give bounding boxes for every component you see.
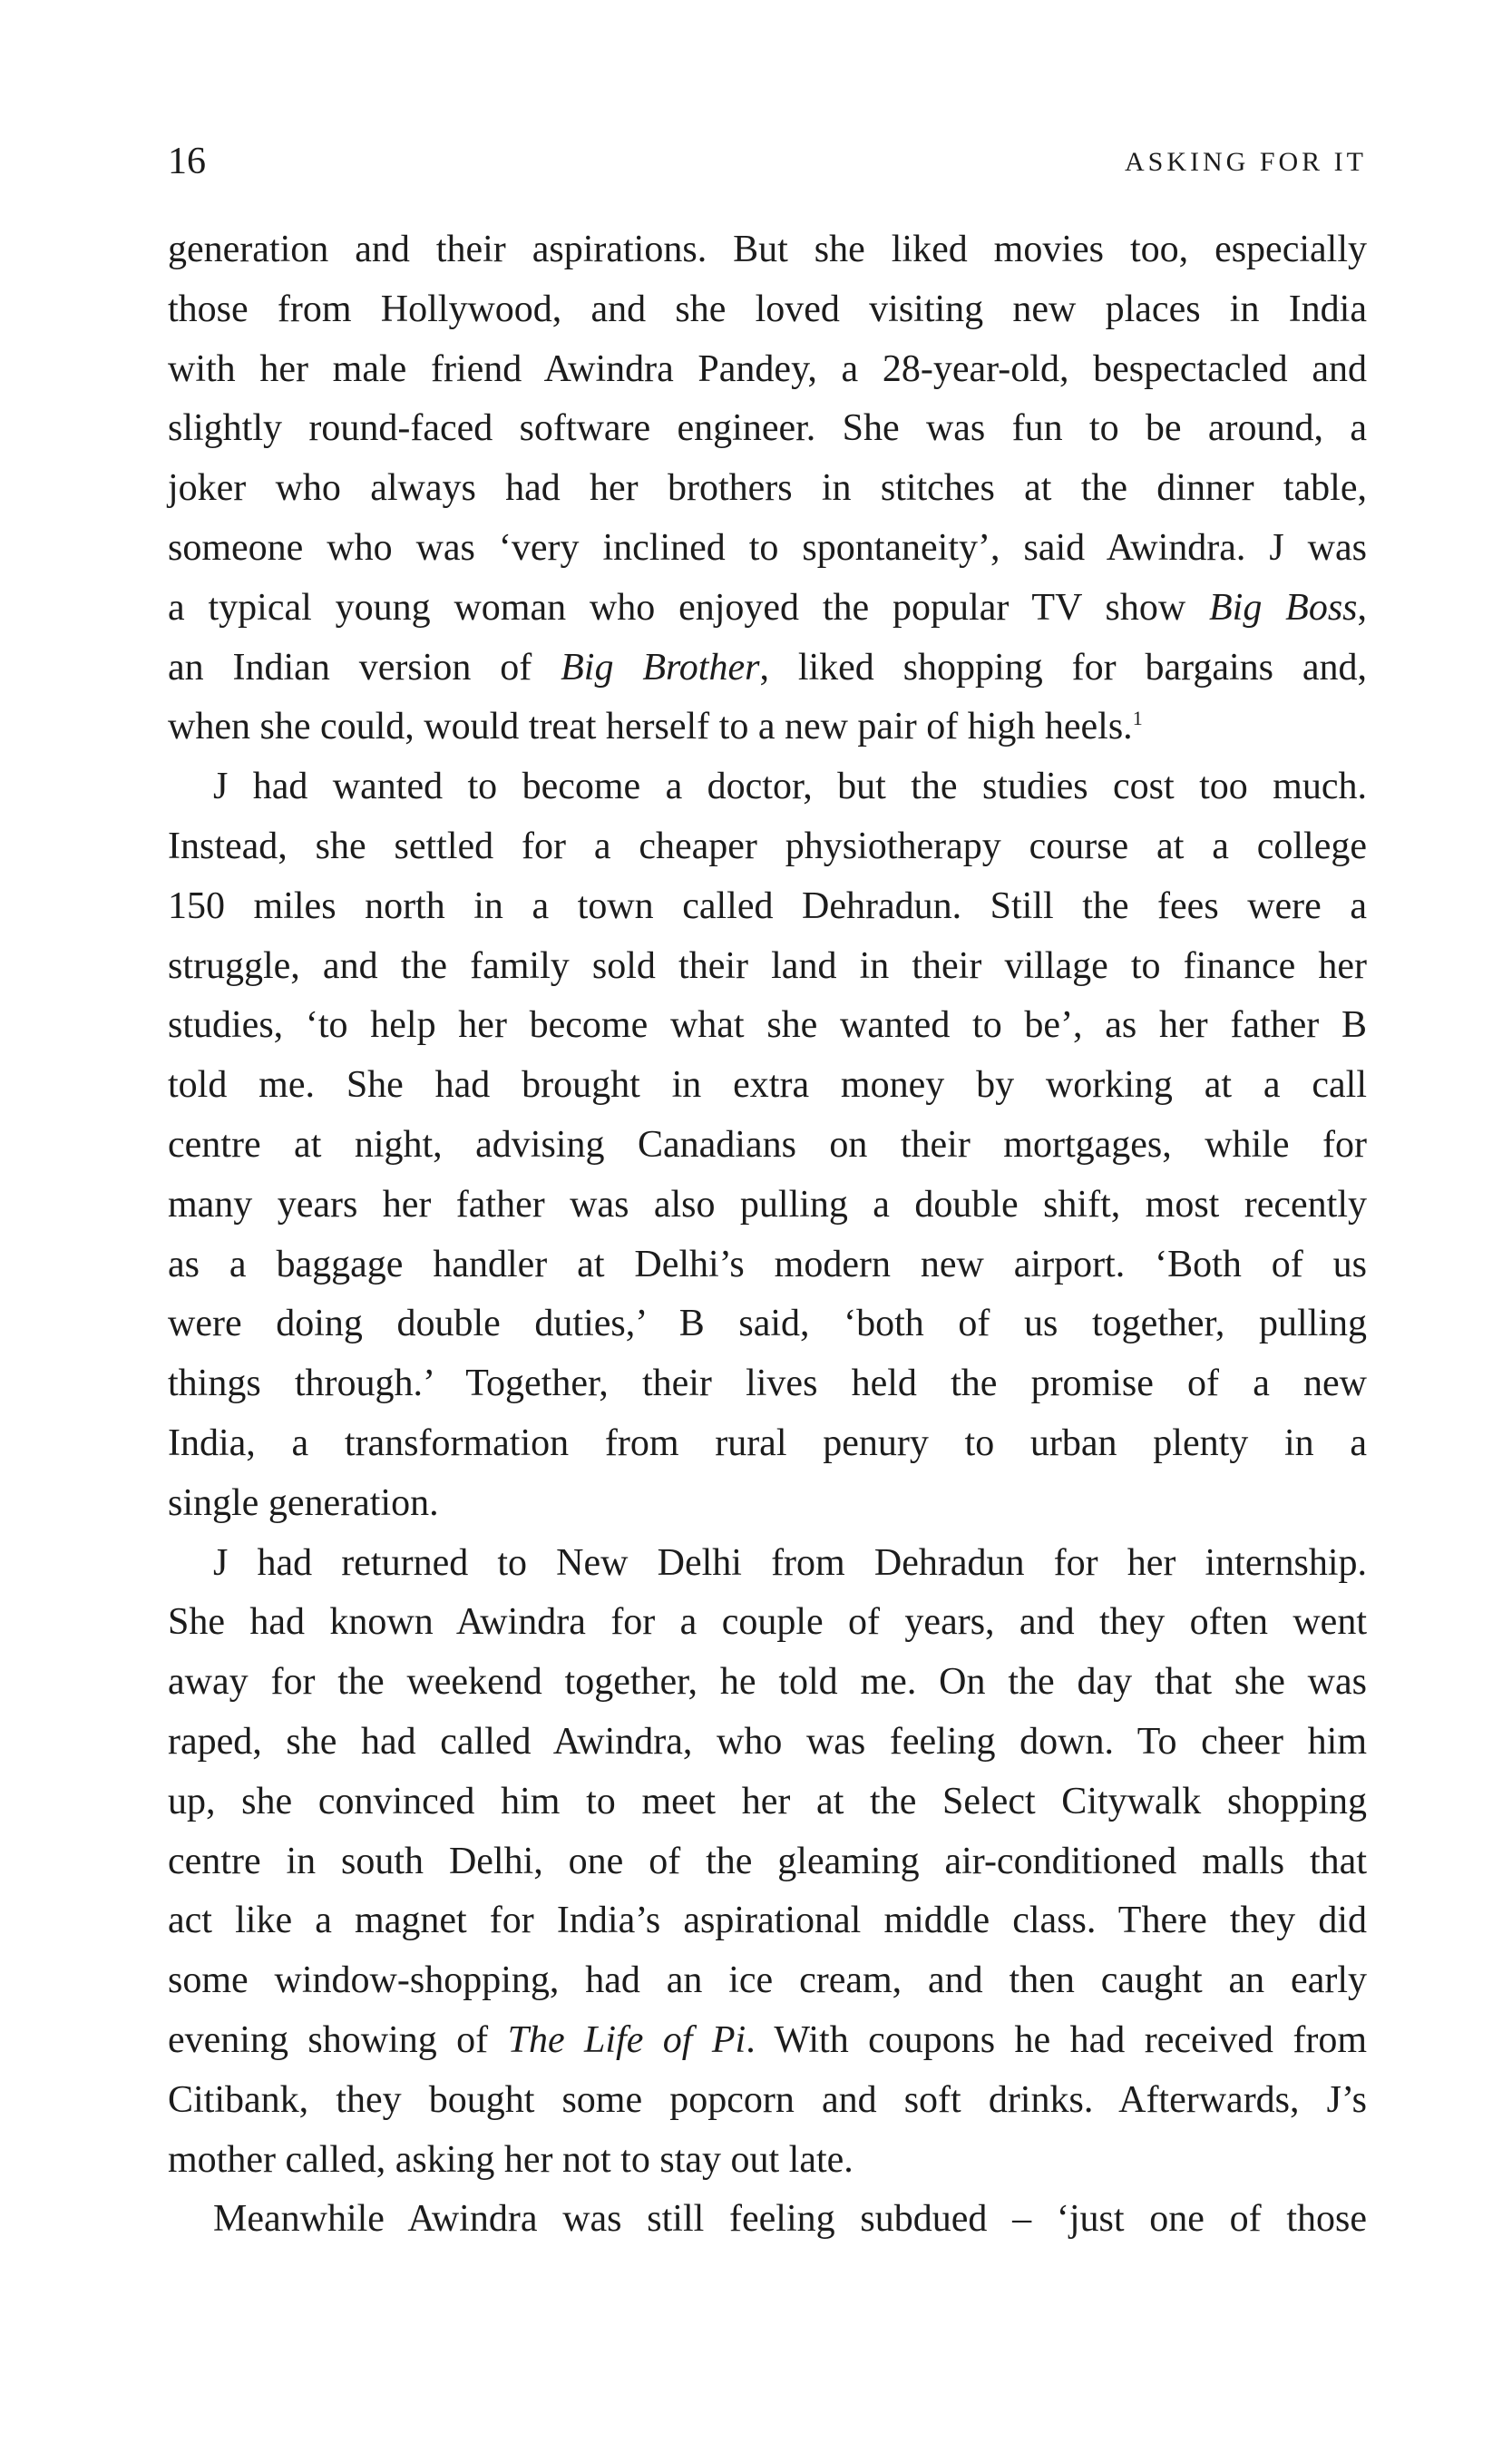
text-segment: things through.’ Together, their lives held the promise of a new bbox=[168, 1363, 1367, 1405]
text-segment: J had wanted to become a doctor, but the studies cost too much. bbox=[213, 766, 1367, 808]
text-line bbox=[168, 996, 1367, 1056]
text-line bbox=[168, 1653, 1367, 1713]
text-segment: generation and their aspirations. But she liked movies too, especially bbox=[168, 229, 1367, 270]
text-line bbox=[168, 1474, 1367, 1534]
text-segment: a typical young woman who enjoyed the popular TV show bbox=[168, 586, 1209, 629]
text-segment: were doing double duties,’ B said, ‘both of us together, pulling bbox=[168, 1303, 1367, 1345]
text-segment: centre at night, advising Canadians on their mortgages, while for bbox=[168, 1123, 1367, 1166]
text-line bbox=[168, 1534, 1367, 1594]
footnote-marker: 1 bbox=[1132, 707, 1143, 730]
text-line bbox=[168, 1056, 1367, 1116]
text-segment: when she could, would treat herself to a new pair of high heels. bbox=[168, 706, 1133, 748]
text-segment: away for the weekend together, he told me. On the day that she was bbox=[168, 1661, 1367, 1704]
text-segment: struggle, and the family sold their land in their village to finance her bbox=[168, 944, 1367, 987]
page-number: 16 bbox=[168, 141, 206, 182]
text-line bbox=[168, 1414, 1367, 1474]
text-segment: single generation. bbox=[168, 1481, 439, 1524]
text-segment: many years her father was also pulling a double shift, most recently bbox=[168, 1183, 1367, 1226]
text-segment: as a baggage handler at Delhi’s modern new airport. ‘Both of us bbox=[168, 1243, 1367, 1285]
text-line bbox=[168, 1773, 1367, 1832]
text-line bbox=[168, 1295, 1367, 1354]
text-segment: slightly round-faced software engineer. She was fun to be around, a bbox=[168, 407, 1367, 450]
text-segment: She had known Awindra for a couple of years, and they often went bbox=[168, 1601, 1367, 1644]
text-segment: centre in south Delhi, one of the gleaming air-conditioned malls that bbox=[168, 1840, 1367, 1882]
text-segment: up, she convinced him to meet her at the Select Citywalk shopping bbox=[168, 1780, 1367, 1822]
text-line bbox=[168, 1116, 1367, 1176]
text-line bbox=[168, 399, 1367, 459]
text-segment: Instead, she settled for a cheaper physiotherapy course at a college bbox=[168, 825, 1367, 867]
text-line bbox=[168, 519, 1367, 579]
text-segment: with her male friend Awindra Pandey, a 28-year-old, bespectacled and bbox=[168, 347, 1367, 390]
text-line bbox=[168, 698, 1367, 757]
text-segment: act like a magnet for India’s aspirational middle class. There they did bbox=[168, 1900, 1367, 1942]
text-segment: an Indian version of bbox=[168, 646, 561, 689]
text-line bbox=[168, 639, 1367, 699]
text-line bbox=[168, 280, 1367, 340]
text-line bbox=[168, 2190, 1367, 2250]
text-line bbox=[168, 877, 1367, 937]
text-line bbox=[168, 1354, 1367, 1414]
text-line bbox=[168, 757, 1367, 817]
text-line bbox=[168, 1593, 1367, 1653]
text-segment: some window-shopping, had an ice cream, and then caught an early bbox=[168, 1959, 1367, 2002]
text-segment: J had returned to New Delhi from Dehradun for her internship. bbox=[213, 1541, 1367, 1584]
text-line bbox=[168, 2011, 1367, 2071]
running-title: ASKING FOR IT bbox=[1124, 147, 1367, 177]
text-segment: studies, ‘to help her become what she wanted to be’, as her father B bbox=[168, 1004, 1367, 1047]
text-segment: Meanwhile Awindra was still feeling subdued – ‘just one of those bbox=[213, 2198, 1367, 2241]
text-line bbox=[168, 1176, 1367, 1236]
text-line bbox=[168, 817, 1367, 877]
running-head bbox=[168, 134, 1367, 189]
text-segment: . With coupons he had received from bbox=[746, 2018, 1368, 2061]
text-line bbox=[168, 579, 1367, 639]
text-segment: someone who was ‘very inclined to spontaneity’, said Awindra. J was bbox=[168, 526, 1367, 569]
text-segment: mother called, asking her not to stay out late. bbox=[168, 2138, 854, 2181]
text-segment: 150 miles north in a town called Dehradun. Still the fees were a bbox=[168, 884, 1367, 927]
text-line bbox=[168, 459, 1367, 519]
text-line bbox=[168, 2131, 1367, 2191]
text-segment: , liked shopping for bargains and, bbox=[759, 646, 1367, 689]
text-line bbox=[168, 1832, 1367, 1892]
text-line bbox=[168, 340, 1367, 400]
text-line bbox=[168, 220, 1367, 280]
text-segment: raped, she had called Awindra, who was feeling down. To cheer him bbox=[168, 1720, 1367, 1763]
text-line bbox=[168, 1236, 1367, 1295]
text-segment: India, a transformation from rural penury to urban plenty in a bbox=[168, 1422, 1367, 1464]
italic-title: Big Brother bbox=[561, 646, 760, 689]
text-line bbox=[168, 937, 1367, 997]
italic-title: The Life of Pi bbox=[507, 2018, 746, 2061]
text-segment: , bbox=[1357, 586, 1368, 629]
body-text bbox=[168, 220, 1367, 2250]
text-line bbox=[168, 1891, 1367, 1951]
text-segment: Citibank, they bought some popcorn and soft drinks. Afterwards, J’s bbox=[168, 2078, 1367, 2121]
text-line bbox=[168, 1951, 1367, 2011]
text-segment: those from Hollywood, and she loved visiting new places in India bbox=[168, 288, 1367, 330]
text-segment: evening showing of bbox=[168, 2018, 508, 2061]
text-segment: joker who always had her brothers in stitches at the dinner table, bbox=[168, 467, 1367, 510]
text-segment: told me. She had brought in extra money by working at a call bbox=[168, 1064, 1367, 1107]
text-line bbox=[168, 2071, 1367, 2131]
text-line bbox=[168, 1713, 1367, 1773]
italic-title: Big Boss bbox=[1209, 586, 1358, 629]
